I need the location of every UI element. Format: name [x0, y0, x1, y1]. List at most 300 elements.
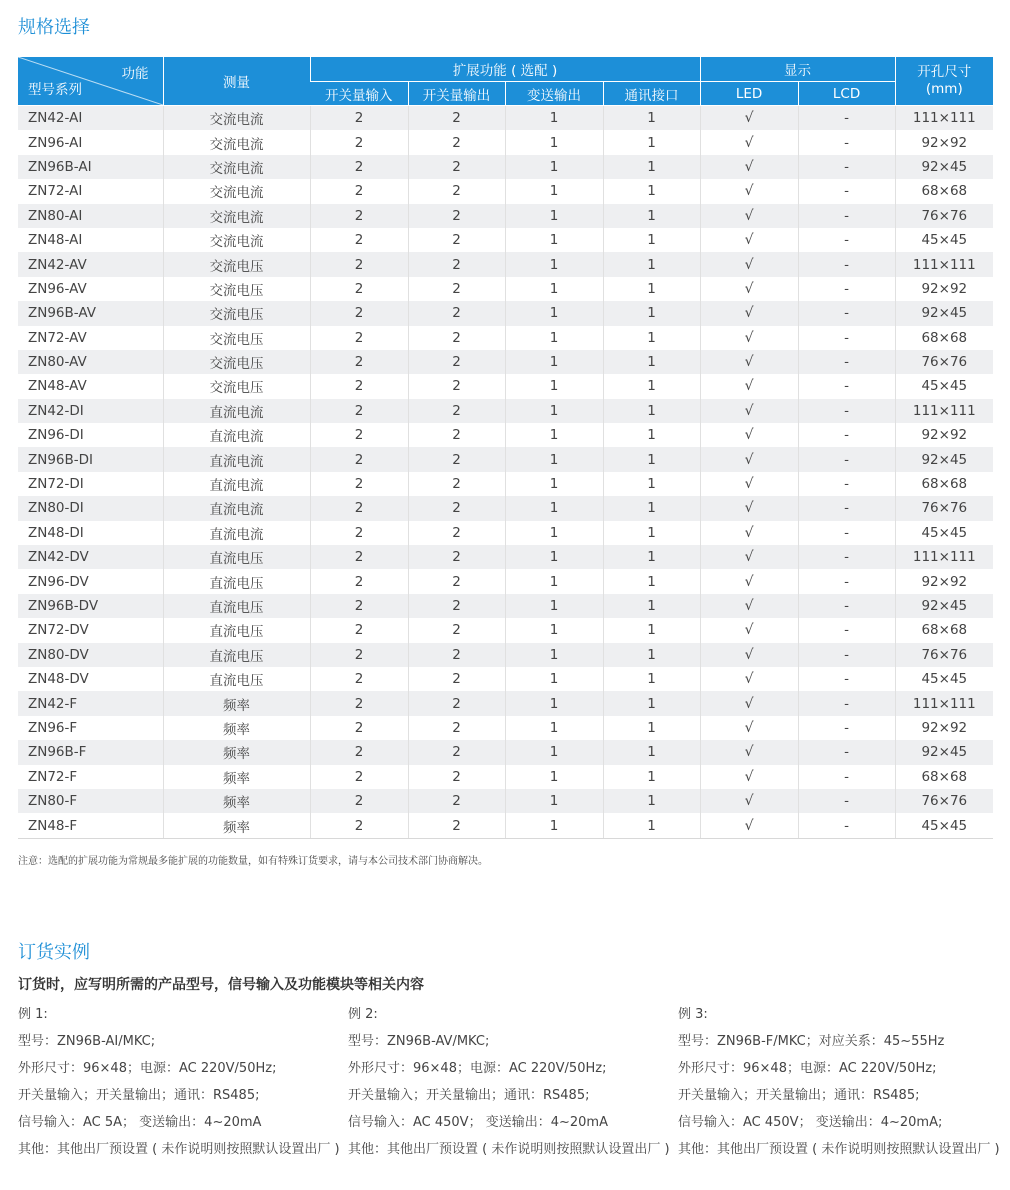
table-row — [18, 326, 993, 350]
cell-lcd: - — [798, 667, 895, 691]
cell-transmit-output: 1 — [505, 594, 603, 618]
cell-led: √ — [700, 301, 798, 325]
cell-led: √ — [700, 521, 798, 545]
cell-lcd: - — [798, 569, 895, 593]
cell-led: √ — [700, 155, 798, 179]
cell-measure: 直流电流 — [163, 399, 310, 423]
cell-switch-input: 2 — [310, 399, 408, 423]
note-text: 注意：选配的扩展功能为常规最多能扩展的功能数量，如有特殊订货要求，请与本公司技术部门协商解决。 — [18, 856, 488, 867]
cell-measure: 频率 — [163, 691, 310, 715]
cell-switch-output: 2 — [408, 399, 505, 423]
table-row — [18, 228, 993, 252]
cell-transmit-output: 1 — [505, 301, 603, 325]
cell-hole-size: 68×68 — [895, 765, 993, 789]
example-3 — [678, 1005, 1000, 1167]
cell-hole-size: 92×92 — [895, 277, 993, 301]
cell-led: √ — [700, 447, 798, 471]
cell-model: ZN80-DV — [18, 643, 163, 667]
cell-model: ZN72-DV — [28, 622, 89, 639]
table-row — [18, 716, 993, 740]
cell-switch-output: 2 — [408, 447, 505, 471]
cell-transmit-output: 1 — [505, 399, 603, 423]
cell-switch-input: 2 — [310, 179, 408, 203]
table-row — [18, 521, 993, 545]
cell-model: ZN48-F — [18, 813, 163, 838]
header-hole-line2: (mm) — [925, 81, 963, 97]
cell-comm-interface: 1 — [603, 423, 700, 447]
cell-hole-size: 68×68 — [895, 326, 993, 350]
cell-hole-size: 76×76 — [895, 496, 993, 520]
order-subhead: 订货时，应写明所需的产品型号，信号输入及功能模块等相关内容 — [18, 977, 424, 993]
cell-measure: 直流电压 — [163, 643, 310, 667]
cell-switch-output: 2 — [408, 179, 505, 203]
cell-model: ZN96-F — [28, 719, 78, 736]
cell-lcd: - — [798, 521, 895, 545]
cell-switch-output: 2 — [408, 643, 505, 667]
cell-measure: 直流电压 — [163, 667, 310, 691]
cell-transmit-output: 1 — [505, 228, 603, 252]
cell-hole-size: 68×68 — [895, 179, 993, 203]
cell-switch-output: 2 — [408, 204, 505, 228]
cell-transmit-output: 1 — [505, 569, 603, 593]
cell-lcd: - — [798, 740, 895, 764]
cell-transmit-output: 1 — [505, 643, 603, 667]
cell-switch-input: 2 — [310, 545, 408, 569]
cell-comm-interface: 1 — [603, 301, 700, 325]
header-switch-output: 开关量输出 — [408, 82, 505, 106]
cell-model: ZN48-AV — [28, 378, 87, 395]
spec-table-body — [18, 106, 993, 839]
cell-transmit-output: 1 — [505, 374, 603, 398]
cell-led: √ — [700, 496, 798, 520]
cell-switch-output: 2 — [408, 301, 505, 325]
cell-switch-input: 2 — [310, 643, 408, 667]
cell-hole-size: 76×76 — [895, 204, 993, 228]
cell-led: √ — [700, 130, 798, 154]
example-line: 其他：其他出厂预设置 ( 未作说明则按照默认设置出厂 ) — [18, 1142, 340, 1157]
cell-hole-size: 45×45 — [895, 813, 993, 838]
cell-lcd: - — [798, 496, 895, 520]
cell-switch-output: 2 — [408, 716, 505, 740]
cell-model: ZN72-F — [28, 768, 78, 785]
example-line: 外形尺寸：96×48；电源：AC 220V/50Hz; — [18, 1061, 277, 1076]
cell-lcd: - — [798, 423, 895, 447]
cell-measure: 频率 — [163, 813, 310, 838]
cell-measure: 频率 — [163, 789, 310, 813]
cell-model: ZN80-F — [18, 789, 163, 813]
table-row — [18, 350, 993, 374]
cell-switch-input: 2 — [310, 472, 408, 496]
cell-hole-size: 68×68 — [895, 472, 993, 496]
cell-switch-output: 2 — [408, 618, 505, 642]
cell-led: √ — [700, 106, 798, 131]
table-row — [18, 399, 993, 423]
cell-comm-interface: 1 — [603, 569, 700, 593]
header-hole-size — [895, 57, 993, 106]
cell-lcd: - — [798, 472, 895, 496]
cell-model: ZN96-DV — [28, 573, 89, 590]
cell-hole-size: 92×92 — [895, 423, 993, 447]
example-line: 型号：ZN96B-AI/MKC; — [18, 1034, 156, 1049]
cell-comm-interface: 1 — [603, 618, 700, 642]
cell-comm-interface: 1 — [603, 130, 700, 154]
cell-transmit-output: 1 — [505, 204, 603, 228]
cell-lcd: - — [798, 301, 895, 325]
cell-comm-interface: 1 — [603, 594, 700, 618]
cell-switch-output: 2 — [408, 594, 505, 618]
example-line: 型号：ZN96B-F/MKC；对应关系：45~55Hz — [678, 1034, 945, 1049]
example-line: 外形尺寸：96×48；电源：AC 220V/50Hz; — [348, 1061, 607, 1076]
cell-lcd: - — [798, 813, 895, 838]
cell-model: ZN80-AV — [18, 350, 163, 374]
cell-measure: 交流电流 — [163, 228, 310, 252]
cell-led: √ — [700, 569, 798, 593]
cell-switch-input: 2 — [310, 765, 408, 789]
cell-switch-output: 2 — [408, 521, 505, 545]
cell-led: √ — [700, 204, 798, 228]
cell-hole-size: 45×45 — [895, 374, 993, 398]
example-line: 外形尺寸：96×48；电源：AC 220V/50Hz; — [678, 1061, 937, 1076]
cell-measure: 交流电流 — [163, 204, 310, 228]
cell-comm-interface: 1 — [603, 789, 700, 813]
cell-lcd: - — [798, 545, 895, 569]
table-row — [18, 691, 993, 715]
cell-switch-output: 2 — [408, 277, 505, 301]
cell-measure: 直流电流 — [163, 423, 310, 447]
cell-hole-size: 92×45 — [895, 155, 993, 179]
cell-switch-input: 2 — [310, 496, 408, 520]
table-row — [18, 789, 993, 813]
example-line: 其他：其他出厂预设置 ( 未作说明则按照默认设置出厂 ) — [678, 1142, 1000, 1157]
header-ext-group: 扩展功能 ( 选配 ) — [310, 57, 700, 82]
cell-switch-input: 2 — [310, 350, 408, 374]
example-line: 信号输入：AC 450V； 变送输出：4~20mA; — [678, 1115, 943, 1130]
cell-hole-size: 111×111 — [895, 691, 993, 715]
cell-comm-interface: 1 — [603, 447, 700, 471]
cell-measure: 频率 — [163, 740, 310, 764]
cell-comm-interface: 1 — [603, 350, 700, 374]
cell-led: √ — [700, 618, 798, 642]
cell-transmit-output: 1 — [505, 277, 603, 301]
cell-lcd: - — [798, 399, 895, 423]
cell-lcd: - — [798, 350, 895, 374]
cell-comm-interface: 1 — [603, 326, 700, 350]
cell-hole-size: 45×45 — [895, 228, 993, 252]
cell-transmit-output: 1 — [505, 130, 603, 154]
cell-transmit-output: 1 — [505, 472, 603, 496]
cell-hole-size: 76×76 — [895, 643, 993, 667]
cell-switch-input: 2 — [310, 277, 408, 301]
cell-switch-output: 2 — [408, 789, 505, 813]
cell-switch-input: 2 — [310, 374, 408, 398]
cell-transmit-output: 1 — [505, 716, 603, 740]
cell-transmit-output: 1 — [505, 447, 603, 471]
cell-model: ZN42-AV — [18, 252, 163, 276]
cell-model: ZN96B-F — [18, 740, 163, 764]
cell-measure: 交流电流 — [163, 179, 310, 203]
cell-led: √ — [700, 252, 798, 276]
table-row — [18, 765, 993, 789]
cell-model: ZN42-AI — [18, 106, 163, 131]
cell-led: √ — [700, 643, 798, 667]
cell-lcd: - — [798, 789, 895, 813]
cell-led: √ — [700, 813, 798, 838]
cell-transmit-output: 1 — [505, 496, 603, 520]
cell-measure: 直流电压 — [163, 618, 310, 642]
cell-transmit-output: 1 — [505, 813, 603, 838]
cell-comm-interface: 1 — [603, 521, 700, 545]
table-row — [18, 594, 993, 618]
header-hole-line1: 开孔尺寸 — [917, 64, 972, 80]
cell-measure: 直流电流 — [163, 521, 310, 545]
cell-led: √ — [700, 399, 798, 423]
cell-comm-interface: 1 — [603, 716, 700, 740]
header-series-label: 型号系列 — [28, 82, 82, 98]
cell-measure: 频率 — [163, 716, 310, 740]
header-comm-interface: 通讯接口 — [603, 82, 700, 106]
example-line: 例 2: — [348, 1007, 378, 1022]
cell-hole-size: 92×45 — [895, 740, 993, 764]
cell-led: √ — [700, 350, 798, 374]
table-row — [18, 472, 993, 496]
table-row — [18, 545, 993, 569]
cell-transmit-output: 1 — [505, 545, 603, 569]
cell-led: √ — [700, 594, 798, 618]
example-line: 例 1: — [18, 1007, 48, 1022]
cell-comm-interface: 1 — [603, 765, 700, 789]
cell-measure: 直流电流 — [163, 472, 310, 496]
cell-led: √ — [700, 423, 798, 447]
cell-measure: 频率 — [163, 765, 310, 789]
cell-led: √ — [700, 545, 798, 569]
table-row — [18, 301, 993, 325]
cell-led: √ — [700, 667, 798, 691]
cell-switch-input: 2 — [310, 740, 408, 764]
example-2 — [348, 1005, 670, 1167]
cell-switch-input: 2 — [310, 813, 408, 838]
section-title-order: 订货实例 — [18, 942, 90, 963]
cell-switch-output: 2 — [408, 569, 505, 593]
cell-measure: 交流电压 — [163, 326, 310, 350]
cell-lcd: - — [798, 618, 895, 642]
cell-comm-interface: 1 — [603, 106, 700, 131]
cell-model: ZN96B-AV — [18, 301, 163, 325]
cell-transmit-output: 1 — [505, 740, 603, 764]
cell-switch-input: 2 — [310, 301, 408, 325]
cell-led: √ — [700, 789, 798, 813]
cell-switch-output: 2 — [408, 496, 505, 520]
header-transmit-output: 变送输出 — [505, 82, 603, 106]
cell-comm-interface: 1 — [603, 545, 700, 569]
cell-switch-input: 2 — [310, 521, 408, 545]
cell-switch-input: 2 — [310, 204, 408, 228]
cell-measure: 交流电流 — [163, 106, 310, 131]
cell-comm-interface: 1 — [603, 228, 700, 252]
cell-model: ZN72-AV — [28, 329, 87, 346]
cell-switch-input: 2 — [310, 252, 408, 276]
cell-switch-output: 2 — [408, 765, 505, 789]
table-row — [18, 204, 993, 228]
cell-led: √ — [700, 277, 798, 301]
cell-switch-output: 2 — [408, 691, 505, 715]
cell-comm-interface: 1 — [603, 399, 700, 423]
cell-transmit-output: 1 — [505, 179, 603, 203]
cell-lcd: - — [798, 643, 895, 667]
cell-switch-input: 2 — [310, 130, 408, 154]
cell-hole-size: 111×111 — [895, 545, 993, 569]
cell-lcd: - — [798, 106, 895, 131]
cell-switch-input: 2 — [310, 326, 408, 350]
cell-switch-input: 2 — [310, 155, 408, 179]
cell-comm-interface: 1 — [603, 374, 700, 398]
cell-transmit-output: 1 — [505, 423, 603, 447]
cell-switch-input: 2 — [310, 228, 408, 252]
cell-measure: 交流电压 — [163, 252, 310, 276]
cell-lcd: - — [798, 130, 895, 154]
table-row — [18, 618, 993, 642]
cell-switch-input: 2 — [310, 691, 408, 715]
cell-model: ZN72-DI — [28, 476, 84, 493]
cell-measure: 交流电压 — [163, 301, 310, 325]
table-row — [18, 155, 993, 179]
cell-switch-output: 2 — [408, 130, 505, 154]
cell-measure: 交流电压 — [163, 374, 310, 398]
cell-model: ZN96-DI — [28, 427, 84, 444]
example-line: 信号输入：AC 5A； 变送输出：4~20mA — [18, 1115, 262, 1130]
cell-transmit-output: 1 — [505, 252, 603, 276]
example-line: 开关量输入；开关量输出；通讯：RS485; — [678, 1088, 920, 1103]
cell-switch-output: 2 — [408, 472, 505, 496]
cell-measure: 交流电压 — [163, 277, 310, 301]
table-row — [18, 813, 993, 838]
table-row — [18, 496, 993, 520]
cell-transmit-output: 1 — [505, 106, 603, 131]
cell-switch-output: 2 — [408, 228, 505, 252]
cell-comm-interface: 1 — [603, 813, 700, 838]
cell-transmit-output: 1 — [505, 765, 603, 789]
cell-measure: 直流电流 — [163, 447, 310, 471]
table-row — [18, 374, 993, 398]
cell-hole-size: 111×111 — [895, 106, 993, 131]
cell-comm-interface: 1 — [603, 252, 700, 276]
example-1 — [18, 1005, 340, 1167]
cell-comm-interface: 1 — [603, 179, 700, 203]
cell-transmit-output: 1 — [505, 789, 603, 813]
cell-switch-input: 2 — [310, 106, 408, 131]
cell-switch-input: 2 — [310, 716, 408, 740]
cell-led: √ — [700, 374, 798, 398]
cell-led: √ — [700, 228, 798, 252]
cell-lcd: - — [798, 447, 895, 471]
table-row — [18, 277, 993, 301]
cell-measure: 直流电压 — [163, 594, 310, 618]
header-switch-input: 开关量输入 — [310, 82, 408, 106]
cell-model: ZN42-F — [18, 691, 163, 715]
cell-switch-output: 2 — [408, 545, 505, 569]
cell-switch-output: 2 — [408, 667, 505, 691]
cell-transmit-output: 1 — [505, 691, 603, 715]
cell-hole-size: 92×92 — [895, 716, 993, 740]
cell-transmit-output: 1 — [505, 521, 603, 545]
cell-switch-input: 2 — [310, 667, 408, 691]
table-row — [18, 130, 993, 154]
cell-measure: 交流电流 — [163, 130, 310, 154]
cell-model: ZN80-AI — [18, 204, 163, 228]
table-row — [18, 667, 993, 691]
cell-transmit-output: 1 — [505, 350, 603, 374]
cell-model: ZN96B-AI — [18, 155, 163, 179]
cell-comm-interface: 1 — [603, 691, 700, 715]
cell-measure: 交流电流 — [163, 155, 310, 179]
cell-model: ZN96B-DV — [18, 594, 163, 618]
cell-led: √ — [700, 740, 798, 764]
cell-transmit-output: 1 — [505, 155, 603, 179]
example-line: 信号输入：AC 450V； 变送输出：4~20mA — [348, 1115, 608, 1130]
cell-hole-size: 111×111 — [895, 252, 993, 276]
cell-switch-output: 2 — [408, 740, 505, 764]
cell-led: √ — [700, 691, 798, 715]
cell-hole-size: 111×111 — [895, 399, 993, 423]
cell-hole-size: 45×45 — [895, 521, 993, 545]
cell-led: √ — [700, 472, 798, 496]
cell-hole-size: 76×76 — [895, 789, 993, 813]
cell-lcd: - — [798, 374, 895, 398]
header-led: LED — [700, 82, 798, 106]
cell-lcd: - — [798, 228, 895, 252]
cell-comm-interface: 1 — [603, 204, 700, 228]
example-line: 开关量输入；开关量输出；通讯：RS485; — [348, 1088, 590, 1103]
cell-hole-size: 92×45 — [895, 447, 993, 471]
header-lcd: LCD — [798, 82, 895, 106]
cell-switch-output: 2 — [408, 155, 505, 179]
cell-led: √ — [700, 716, 798, 740]
cell-measure: 直流电压 — [163, 569, 310, 593]
cell-model: ZN48-DV — [28, 671, 89, 688]
example-line: 例 3: — [678, 1007, 708, 1022]
cell-measure: 直流电流 — [163, 496, 310, 520]
table-row — [18, 643, 993, 667]
cell-lcd: - — [798, 155, 895, 179]
cell-transmit-output: 1 — [505, 667, 603, 691]
cell-comm-interface: 1 — [603, 472, 700, 496]
table-row — [18, 740, 993, 764]
spec-table — [18, 57, 993, 839]
cell-model: ZN80-DI — [18, 496, 163, 520]
cell-lcd: - — [798, 179, 895, 203]
cell-switch-output: 2 — [408, 350, 505, 374]
cell-hole-size: 92×45 — [895, 301, 993, 325]
header-display-group: 显示 — [700, 57, 895, 82]
cell-model: ZN42-DI — [18, 399, 163, 423]
section-title-spec: 规格选择 — [18, 17, 90, 38]
cell-comm-interface: 1 — [603, 496, 700, 520]
cell-hole-size: 45×45 — [895, 667, 993, 691]
cell-lcd: - — [798, 691, 895, 715]
table-row — [18, 447, 993, 471]
cell-switch-input: 2 — [310, 447, 408, 471]
cell-lcd: - — [798, 252, 895, 276]
cell-comm-interface: 1 — [603, 740, 700, 764]
cell-lcd: - — [798, 326, 895, 350]
cell-led: √ — [700, 326, 798, 350]
cell-model: ZN48-DI — [28, 524, 84, 541]
cell-lcd: - — [798, 277, 895, 301]
table-row — [18, 252, 993, 276]
cell-hole-size: 92×92 — [895, 569, 993, 593]
cell-comm-interface: 1 — [603, 277, 700, 301]
header-corner-cell — [18, 57, 163, 106]
cell-switch-output: 2 — [408, 106, 505, 131]
